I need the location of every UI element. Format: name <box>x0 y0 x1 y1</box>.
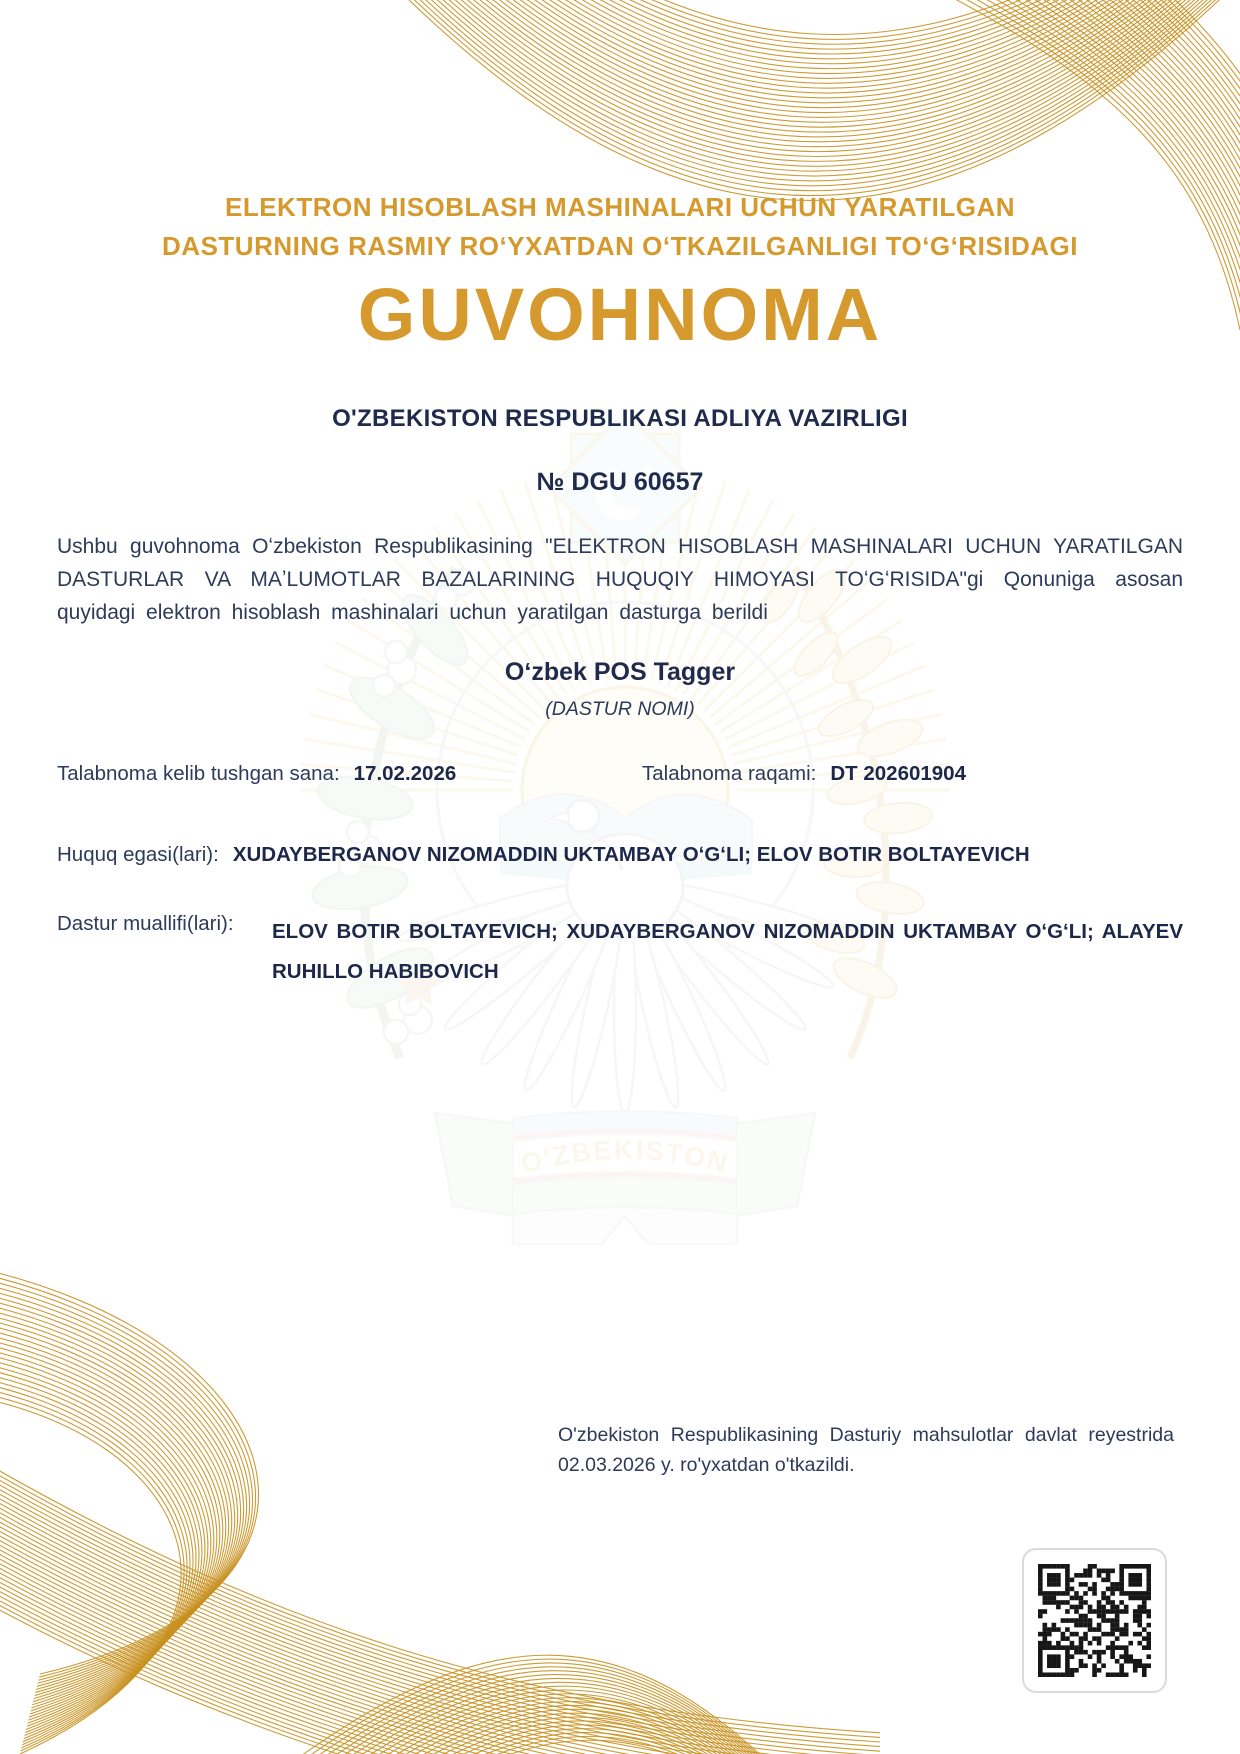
program-name-caption: (DASTUR NOMI) <box>545 698 695 720</box>
application-number-group <box>642 762 966 786</box>
watermark-banner-text: O'ZBEKISTON <box>517 1134 733 1179</box>
authors-row <box>57 912 1183 992</box>
header-line-2: DASTURNING RASMIY ROʻYXATDAN OʻTKAZILGANLIGI TOʻGʻRISIDAGI <box>162 231 1078 261</box>
qr-code <box>1022 1548 1167 1693</box>
application-date-value: 17.02.2026 <box>353 762 457 785</box>
bird-feathers <box>395 874 855 1113</box>
application-row <box>57 762 1183 786</box>
qr-code-icon <box>1038 1564 1151 1677</box>
certificate-number: № DGU 60657 <box>536 468 704 496</box>
rights-holders-row <box>57 843 1183 867</box>
rights-holders-label: Huquq egasi(lari): <box>57 843 219 866</box>
application-number-value: DT 202601904 <box>830 762 966 785</box>
application-number-label: Talabnoma raqami: <box>642 762 817 785</box>
registration-note: O'zbekiston Respublikasining Dasturiy mahsulotlar davlat reyestrida 02.03.2026 y. ro'yxatdan o'tkazildi. <box>558 1424 1174 1476</box>
mountains-river <box>500 794 752 881</box>
header-line-1: ELEKTRON HISOBLASH MASHINALARI UCHUN YARATILGAN <box>224 192 1016 222</box>
authors-value: ELOV BOTIR BOLTAYEVICH; XUDAYBERGANOV NIZOMADDIN UKTAMBAY OʻGʻLI; ALAYEV RUHILLO HABIBOVICH <box>272 920 1183 983</box>
authors-label: Dastur muallifi(lari): <box>57 912 234 935</box>
program-name: Oʻzbek POS Tagger <box>504 658 736 686</box>
application-date-group <box>57 762 456 785</box>
intro-paragraph: Ushbu guvohnoma Oʻzbekiston Respublikasining "ELEKTRON HISOBLASH MASHINALARI UCHUN YARATILGAN DASTURLAR VA MAʼLUMOTLAR BAZALARINING HUQUQIY HIMOYASI TOʻGʻRISIDA"gi Qonuniga asosan quyidagi elektron hisoblash mashinalari uchun yaratilgan dasturga berildi <box>57 535 1183 624</box>
rights-holders-value: XUDAYBERGANOV NIZOMADDIN UKTAMBAY OʻGʻLI; ELOV BOTIR BOLTAYEVICH <box>232 843 1030 866</box>
ministry-name: O'ZBEKISTON RESPUBLIKASI ADLIYA VAZIRLIGI <box>332 405 908 432</box>
application-date-label: Talabnoma kelib tushgan sana: <box>57 762 340 785</box>
certificate-title: GUVOHNOMA <box>357 273 883 356</box>
